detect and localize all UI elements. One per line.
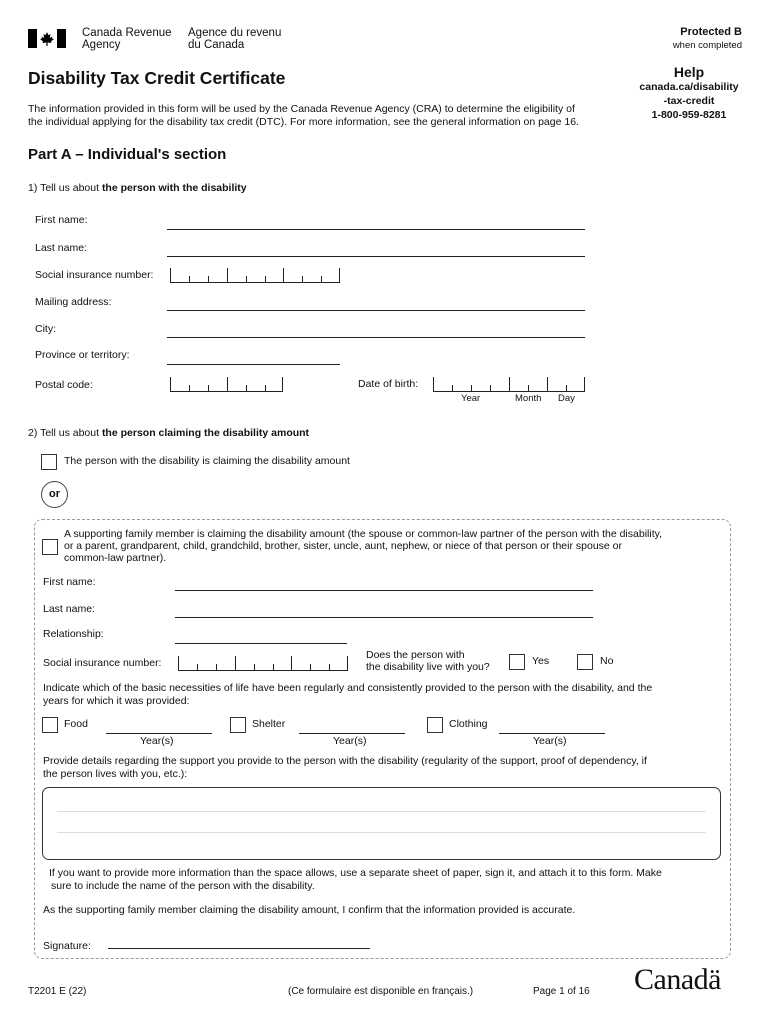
help-url-line-2[interactable]: -tax-credit [663,95,715,107]
live-with-no-label: No [600,655,614,667]
self-claim-label: The person with the disability is claiming the disability amount [64,455,350,467]
necessities-instruction: Indicate which of the basic necessities of life have been regularly and consistently provided to the person with the disability, and the years for which it was provided: [43,682,653,707]
page-title: Disability Tax Credit Certificate [28,68,286,88]
part-a-heading: Part A – Individual's section [28,146,227,163]
agency-name-en: Canada Revenue Agency [82,27,172,51]
q2-first-name-label: First name: [43,576,96,588]
protected-label: Protected B [680,26,742,38]
q1-city-input[interactable] [167,337,585,338]
page-number: Page 1 of 16 [533,986,590,997]
more-info-note: If you want to provide more information than the space allows, use a separate sheet of paper, sign it, and attach it to this form. Make sure to include the name of the person with the disability. [49,867,662,892]
textarea-guide-line [57,832,706,833]
q1-last-name-label: Last name: [35,242,87,254]
food-years-label: Year(s) [140,735,174,747]
clothing-checkbox[interactable] [427,717,443,733]
agency-name-fr: Agence du revenu du Canada [188,27,282,51]
q1-first-name-label: First name: [35,214,88,226]
dob-day-label: Day [558,393,575,404]
confirm-statement: As the supporting family member claiming the disability amount, I confirm that the information provided is accurate. [43,904,576,916]
signature-input[interactable] [108,948,370,949]
q1-sin-input[interactable] [170,268,340,283]
q1-sin-label: Social insurance number: [35,269,154,281]
q1-heading: 1) Tell us about the person with the disability [28,182,247,194]
canada-wordmark: Canadä [634,963,721,996]
dob-month-label: Month [515,393,542,404]
q1-mailing-input[interactable] [167,310,585,311]
q1-province-input[interactable] [167,364,340,365]
clothing-label: Clothing [449,718,488,730]
q2-last-name-label: Last name: [43,603,95,615]
q1-first-name-input[interactable] [167,229,585,230]
q1-province-label: Province or territory: [35,349,130,361]
food-checkbox[interactable] [42,717,58,733]
intro-paragraph: The information provided in this form will be used by the Canada Revenue Agency (CRA) to determine the eligibility of the individual applying for the disability tax credit (DTC). For more information, see the general information on page 16. [28,103,579,128]
canada-flag-icon [28,29,66,48]
q2-sin-input[interactable] [178,656,348,671]
form-id: T2201 E (22) [28,986,87,997]
q1-dob-input[interactable] [433,377,585,392]
textarea-guide-line [57,811,706,812]
q1-postal-input[interactable] [170,377,283,392]
when-completed-label: when completed [672,40,742,51]
shelter-label: Shelter [252,718,286,730]
help-box [632,64,746,123]
shelter-years-input[interactable] [299,733,405,734]
q1-mailing-label: Mailing address: [35,296,112,308]
live-with-yes-checkbox[interactable] [509,654,525,670]
family-claim-checkbox[interactable] [42,539,58,555]
q2-relationship-label: Relationship: [43,628,104,640]
q1-city-label: City: [35,323,56,335]
q2-sin-label: Social insurance number: [43,657,162,669]
or-badge: or [41,481,68,508]
dob-year-label: Year [461,393,481,404]
shelter-checkbox[interactable] [230,717,246,733]
q2-heading: 2) Tell us about the person claiming the disability amount [28,427,310,439]
self-claim-checkbox[interactable] [41,454,57,470]
q2-last-name-input[interactable] [175,617,593,618]
family-claim-label: A supporting family member is claiming the disability amount (the spouse or common-law partner of the person with the disability, or a parent, grandparent, child, grandchild, brother, sister, uncle, aunt, nephew, or niece of that person or their spouse or common-law partner). [64,528,662,564]
q2-first-name-input[interactable] [175,590,593,591]
support-details-instruction: Provide details regarding the support you provide to the person with the disability (regularity of the support, proof of dependency, if the person lives with you, etc.): [43,755,647,780]
clothing-years-label: Year(s) [533,735,567,747]
help-url-line-1[interactable]: canada.ca/disability [639,81,739,93]
live-with-question: Does the person with the disability live with you? [366,649,490,673]
help-phone[interactable]: 1-800-959-8281 [651,109,727,121]
signature-label: Signature: [43,940,91,952]
live-with-yes-label: Yes [532,655,550,667]
food-label: Food [64,718,88,730]
help-title: Help [673,64,705,80]
q1-postal-label: Postal code: [35,379,93,391]
q2-relationship-input[interactable] [175,643,347,644]
family-member-section [34,519,731,959]
shelter-years-label: Year(s) [333,735,367,747]
food-years-input[interactable] [106,733,212,734]
live-with-no-checkbox[interactable] [577,654,593,670]
q1-dob-label: Date of birth: [358,378,419,390]
french-availability-note: (Ce formulaire est disponible en français.) [288,986,474,997]
q1-last-name-input[interactable] [167,256,585,257]
clothing-years-input[interactable] [499,733,605,734]
support-details-textarea[interactable] [42,787,721,860]
